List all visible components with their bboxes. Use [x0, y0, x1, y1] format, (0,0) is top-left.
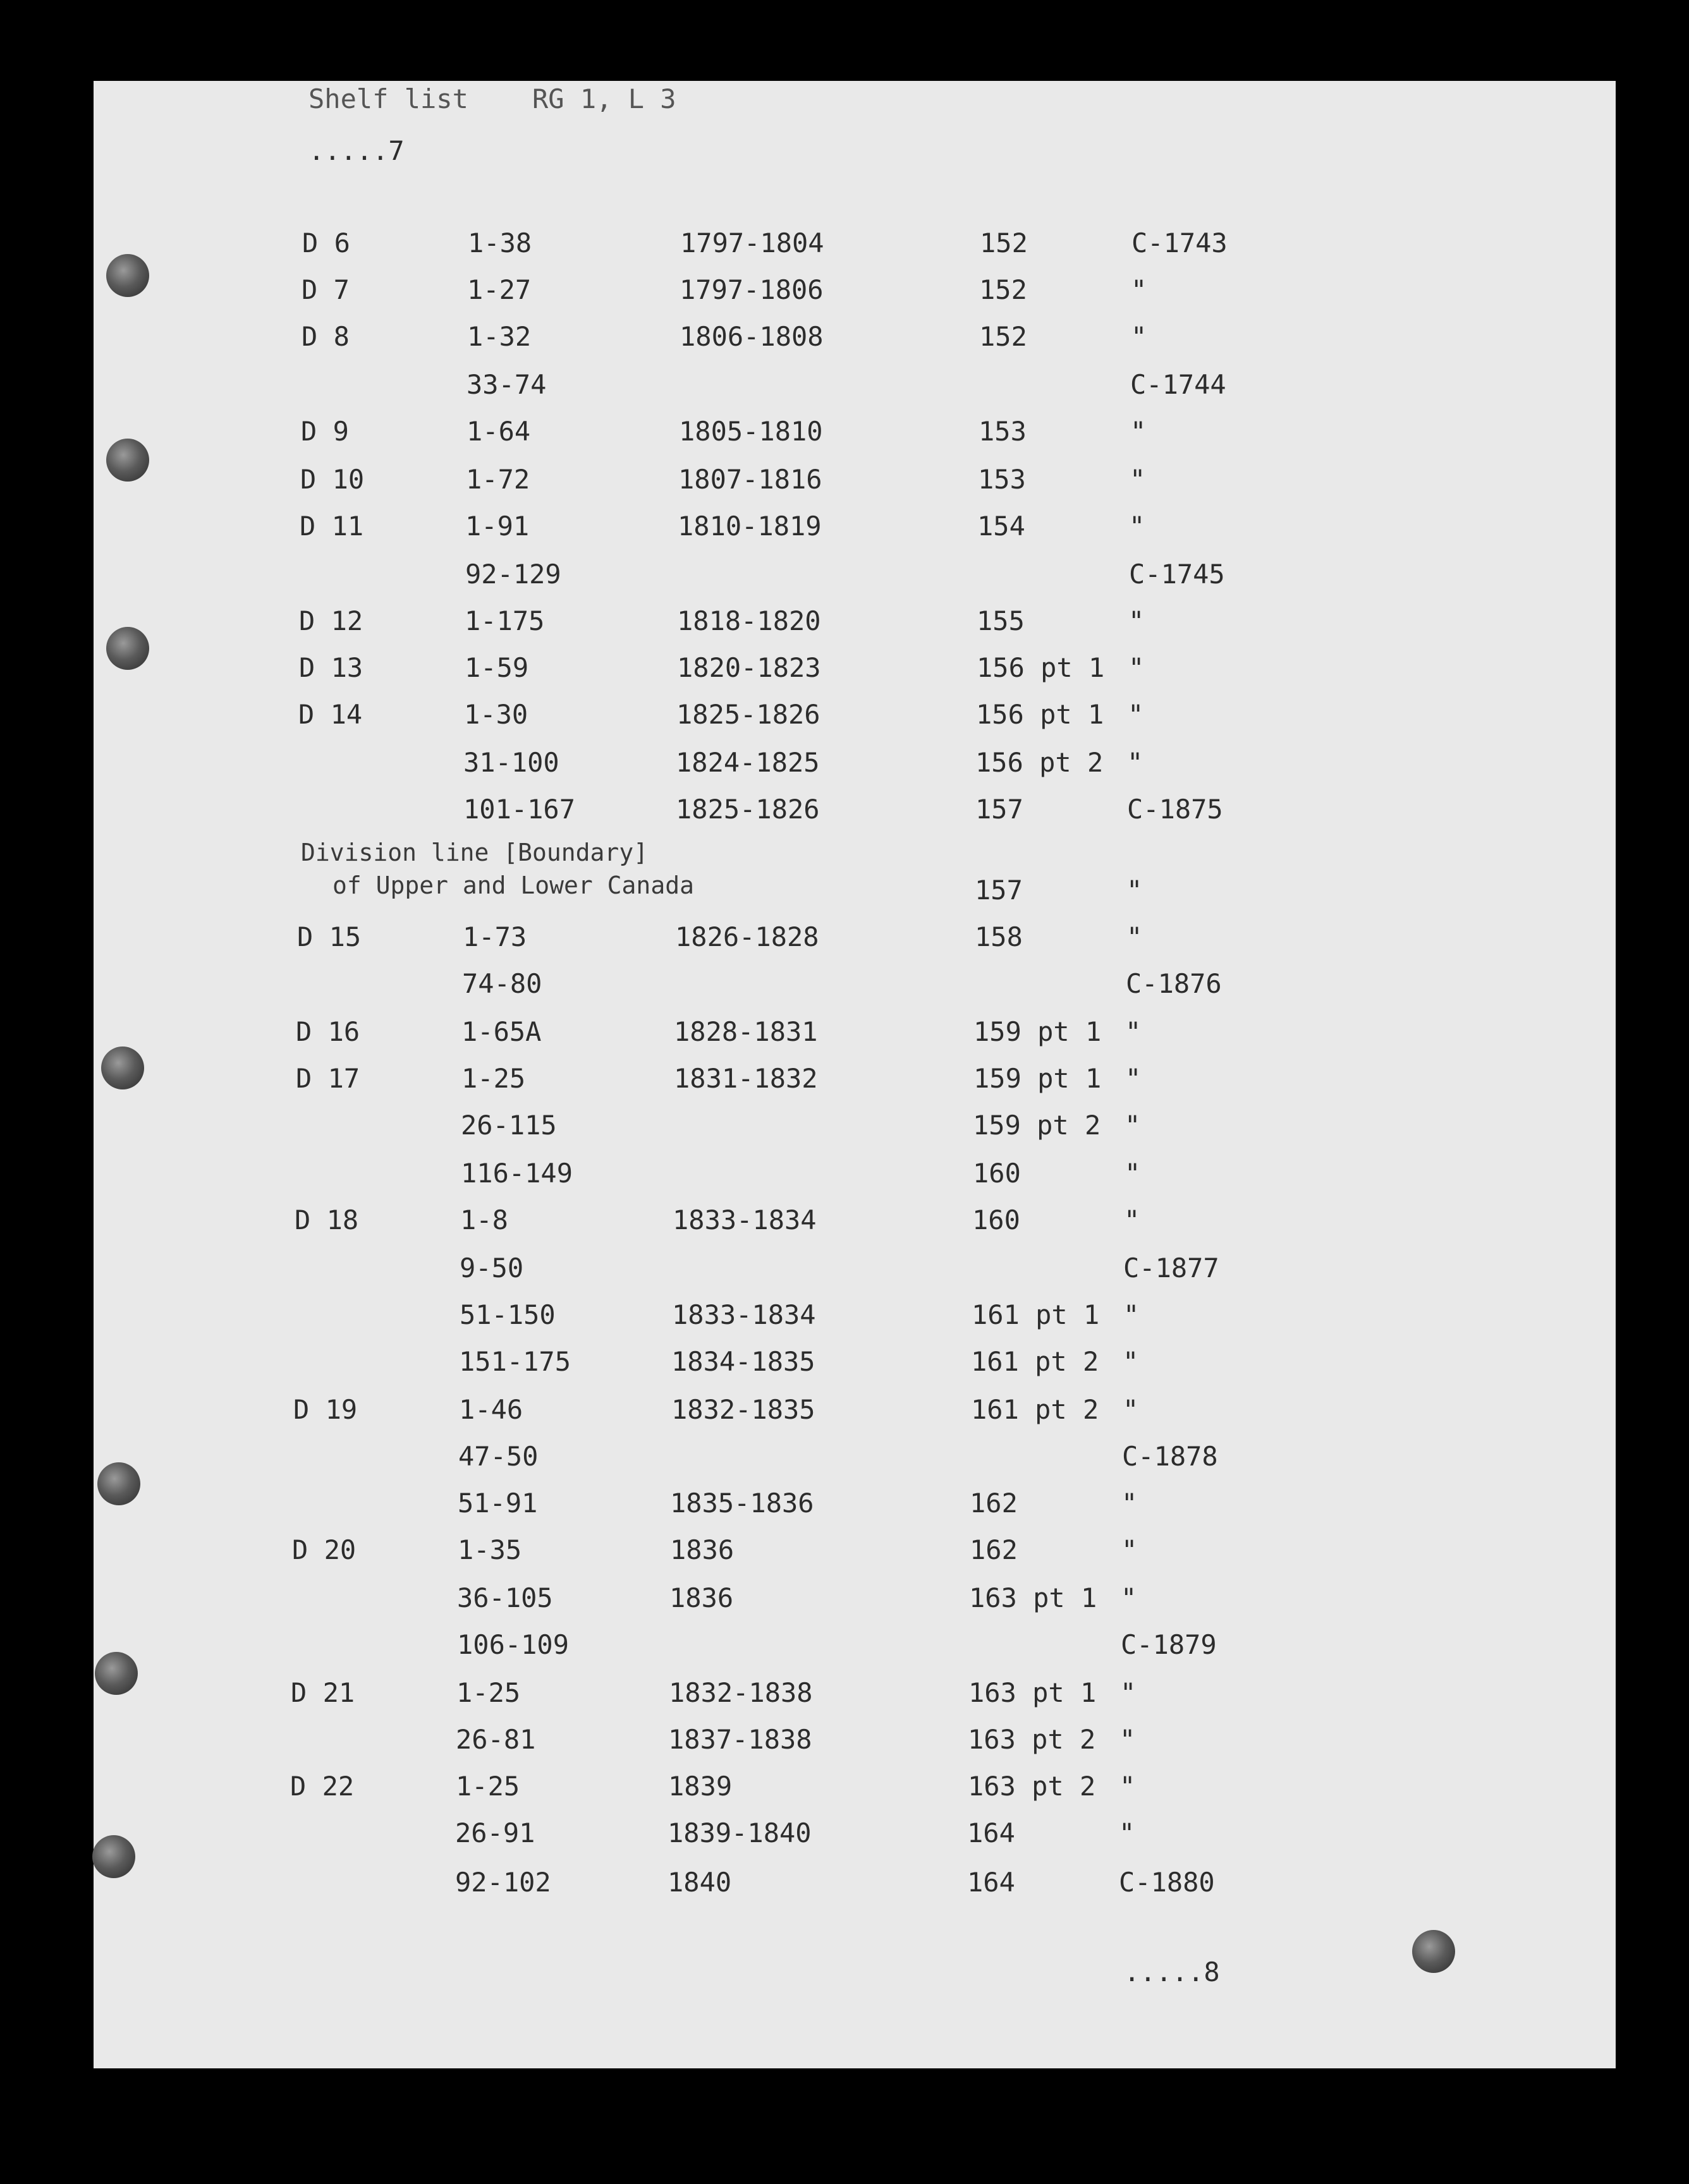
cell-items: 1-59	[465, 652, 529, 683]
cell-items: 1-65A	[461, 1016, 542, 1047]
cell-vol: D 20	[292, 1534, 357, 1565]
binder-hole	[101, 1046, 144, 1089]
cell-items: 1-64	[466, 416, 531, 447]
cell-vol: D 21	[291, 1677, 355, 1708]
cell-dates: 1837-1838	[668, 1724, 812, 1755]
cell-reel: "	[1130, 464, 1146, 495]
cell-dates: 1805-1810	[679, 416, 823, 447]
cell-vol: D 19	[293, 1394, 358, 1425]
cell-vol: D 8	[302, 321, 350, 352]
cell-items: 74-80	[462, 968, 542, 999]
cell-reel: "	[1125, 1063, 1142, 1094]
cell-dates: 1797-1804	[680, 228, 824, 258]
cell-items: 1-25	[456, 1677, 521, 1708]
cell-reel: "	[1121, 1534, 1138, 1565]
cell-reel: "	[1123, 1394, 1139, 1425]
cell-dates: 1818-1820	[677, 605, 821, 636]
next-page-marker: .....8	[1124, 1956, 1220, 1987]
cell-box: 152	[980, 228, 1028, 258]
cell-reel: "	[1124, 1204, 1140, 1235]
cell-dates: 1840	[668, 1867, 732, 1898]
cell-reel: C-1745	[1129, 559, 1225, 590]
cell-vol: D 6	[302, 228, 350, 258]
cell-vol: D 22	[290, 1771, 355, 1802]
cell-box: 152	[979, 321, 1027, 352]
cell-reel: "	[1120, 1677, 1137, 1708]
cell-reel: "	[1119, 1724, 1136, 1755]
cell-reel: "	[1128, 605, 1145, 636]
cell-dates: 1833-1834	[673, 1204, 817, 1235]
cell-box: 152	[979, 274, 1027, 305]
cell-items: 1-27	[467, 274, 532, 305]
cell-items: 1-91	[465, 511, 530, 542]
cell-items: 116-149	[461, 1158, 573, 1189]
cell-box: 161 pt 1	[972, 1299, 1100, 1330]
cell-vol: D 10	[300, 464, 365, 495]
cell-reel: "	[1127, 747, 1143, 778]
division-line-label: Division line [Boundary]	[301, 839, 649, 866]
cell-dates: 1828-1831	[674, 1016, 818, 1047]
cell-reel: "	[1130, 416, 1147, 447]
cell-vol: D 7	[302, 274, 350, 305]
cell-dates: 1832-1835	[671, 1394, 815, 1425]
cell-dates: 1797-1806	[680, 274, 824, 305]
cell-items: 101-167	[463, 794, 576, 825]
cell-reel: "	[1128, 699, 1144, 730]
binder-hole	[97, 1462, 140, 1505]
binder-hole	[92, 1835, 135, 1878]
cell-box: 161 pt 2	[971, 1394, 1099, 1425]
cell-items: 92-102	[455, 1867, 551, 1898]
cell-vol: D 13	[299, 652, 363, 683]
cell-items: 1-25	[456, 1771, 520, 1802]
cell-box: 161 pt 2	[971, 1346, 1099, 1377]
cell-reel: "	[1129, 511, 1145, 542]
cell-items: 33-74	[466, 369, 547, 400]
cell-reel: C-1743	[1131, 228, 1228, 258]
cell-items: 1-175	[465, 605, 545, 636]
cell-items: 1-25	[461, 1063, 526, 1094]
cell-dates: 1825-1826	[676, 699, 820, 730]
cell-items: 151-175	[459, 1346, 571, 1377]
cell-dates: 1806-1808	[680, 321, 824, 352]
cell-dates: 1820-1823	[677, 652, 821, 683]
shelf-list-title: Shelf list	[308, 83, 468, 114]
cell-dates: 1834-1835	[671, 1346, 815, 1377]
cell-box: 154	[977, 511, 1025, 542]
cell-box: 156 pt 1	[977, 652, 1105, 683]
cell-box: 163 pt 2	[968, 1724, 1096, 1755]
cell-items: 1-46	[459, 1394, 523, 1425]
binder-hole	[106, 254, 149, 297]
cell-items: 1-38	[468, 228, 532, 258]
cell-vol: D 12	[299, 605, 363, 636]
cell-vol: D 14	[298, 699, 363, 730]
cell-reel: C-1879	[1121, 1629, 1217, 1660]
cell-dates: 1836	[670, 1534, 735, 1565]
cell-box: 162	[970, 1534, 1018, 1565]
cell-reel: "	[1125, 1110, 1141, 1141]
cell-vol: D 16	[296, 1016, 360, 1047]
cell-dates: 1833-1834	[672, 1299, 816, 1330]
cell-box: 158	[975, 921, 1023, 952]
cell-items: 106-109	[457, 1629, 570, 1660]
cell-dates: 1826-1828	[675, 921, 819, 952]
cell-box: 164	[967, 1867, 1015, 1898]
cell-reel: C-1877	[1123, 1253, 1219, 1283]
cell-box: 155	[977, 605, 1025, 636]
cell-box: 162	[970, 1488, 1018, 1519]
cell-box: 163 pt 1	[968, 1677, 1097, 1708]
cell-reel: "	[1123, 1299, 1140, 1330]
cell-reel: "	[1121, 1488, 1138, 1519]
cell-reel: "	[1131, 274, 1147, 305]
division-line-label-cont: of Upper and Lower Canada	[332, 871, 694, 899]
cell-items: 92-129	[465, 559, 561, 590]
cell-reel: C-1875	[1127, 794, 1223, 825]
cell-items: 1-30	[464, 699, 528, 730]
cell-items: 26-115	[461, 1110, 557, 1141]
cell-box: 163 pt 1	[969, 1582, 1097, 1613]
cell-dates: 1832-1838	[669, 1677, 813, 1708]
cell-reel: "	[1125, 1016, 1142, 1047]
cell-items: 1-32	[467, 321, 532, 352]
cell-box: 156 pt 1	[976, 699, 1104, 730]
cell-items: 26-91	[455, 1817, 535, 1848]
cell-items: 1-8	[460, 1204, 508, 1235]
cell-items: 9-50	[460, 1253, 524, 1283]
cell-dates: 1835-1836	[670, 1488, 814, 1519]
cell-reel: C-1876	[1126, 968, 1222, 999]
cell-box: 159 pt 1	[973, 1016, 1102, 1047]
binder-hole	[1412, 1930, 1455, 1973]
cell-items: 1-73	[463, 921, 527, 952]
cell-items: 36-105	[457, 1582, 553, 1613]
binder-hole	[95, 1652, 138, 1695]
cell-box: 164	[967, 1817, 1015, 1848]
binder-hole	[106, 627, 149, 670]
cell-box: 160	[972, 1204, 1020, 1235]
cell-box: 157	[975, 794, 1023, 825]
cell-dates: 1836	[669, 1582, 734, 1613]
cell-vol: D 15	[297, 921, 362, 952]
binder-hole	[106, 439, 149, 482]
cell-box: 153	[978, 464, 1026, 495]
cell-reel: "	[1125, 1158, 1141, 1189]
cell-reel: "	[1123, 1346, 1139, 1377]
cell-items: 1-35	[458, 1534, 522, 1565]
cell-reel: "	[1121, 1582, 1137, 1613]
cell-items: 26-81	[456, 1724, 536, 1755]
cell-box: 160	[973, 1158, 1021, 1189]
cell-items: 51-150	[460, 1299, 556, 1330]
cell-items: 51-91	[458, 1488, 538, 1519]
cell-dates: 1810-1819	[678, 511, 822, 542]
cell-dates: 1831-1832	[674, 1063, 818, 1094]
cell-vol: D 11	[300, 511, 364, 542]
cell-box: 163 pt 2	[968, 1771, 1096, 1802]
cell-reel: C-1878	[1122, 1441, 1218, 1472]
cell-dates: 1839	[668, 1771, 733, 1802]
record-group-ref: RG 1, L 3	[532, 83, 676, 114]
cell-reel: "	[1131, 321, 1147, 352]
cell-dates: 1807-1816	[678, 464, 822, 495]
cell-dates: 1839-1840	[668, 1817, 812, 1848]
cell-box: 153	[979, 416, 1027, 447]
cell-items: 47-50	[458, 1441, 539, 1472]
cell-reel: "	[1119, 1771, 1136, 1802]
cell-reel: "	[1128, 652, 1145, 683]
page-marker: .....7	[308, 135, 405, 166]
cell-box: 159 pt 1	[973, 1063, 1102, 1094]
cell-vol: D 17	[296, 1063, 360, 1094]
cell-items: 1-72	[466, 464, 530, 495]
cell-reel: C-1744	[1130, 369, 1226, 400]
cell-reel: "	[1126, 875, 1143, 906]
cell-vol: D 9	[301, 416, 349, 447]
cell-dates: 1825-1826	[676, 794, 820, 825]
cell-reel: "	[1119, 1817, 1135, 1848]
cell-box: 159 pt 2	[973, 1110, 1101, 1141]
cell-reel: C-1880	[1119, 1867, 1215, 1898]
cell-items: 31-100	[463, 747, 559, 778]
cell-vol: D 18	[295, 1204, 359, 1235]
cell-box: 156 pt 2	[975, 747, 1104, 778]
cell-box: 157	[975, 875, 1023, 906]
cell-reel: "	[1126, 921, 1143, 952]
cell-dates: 1824-1825	[676, 747, 820, 778]
